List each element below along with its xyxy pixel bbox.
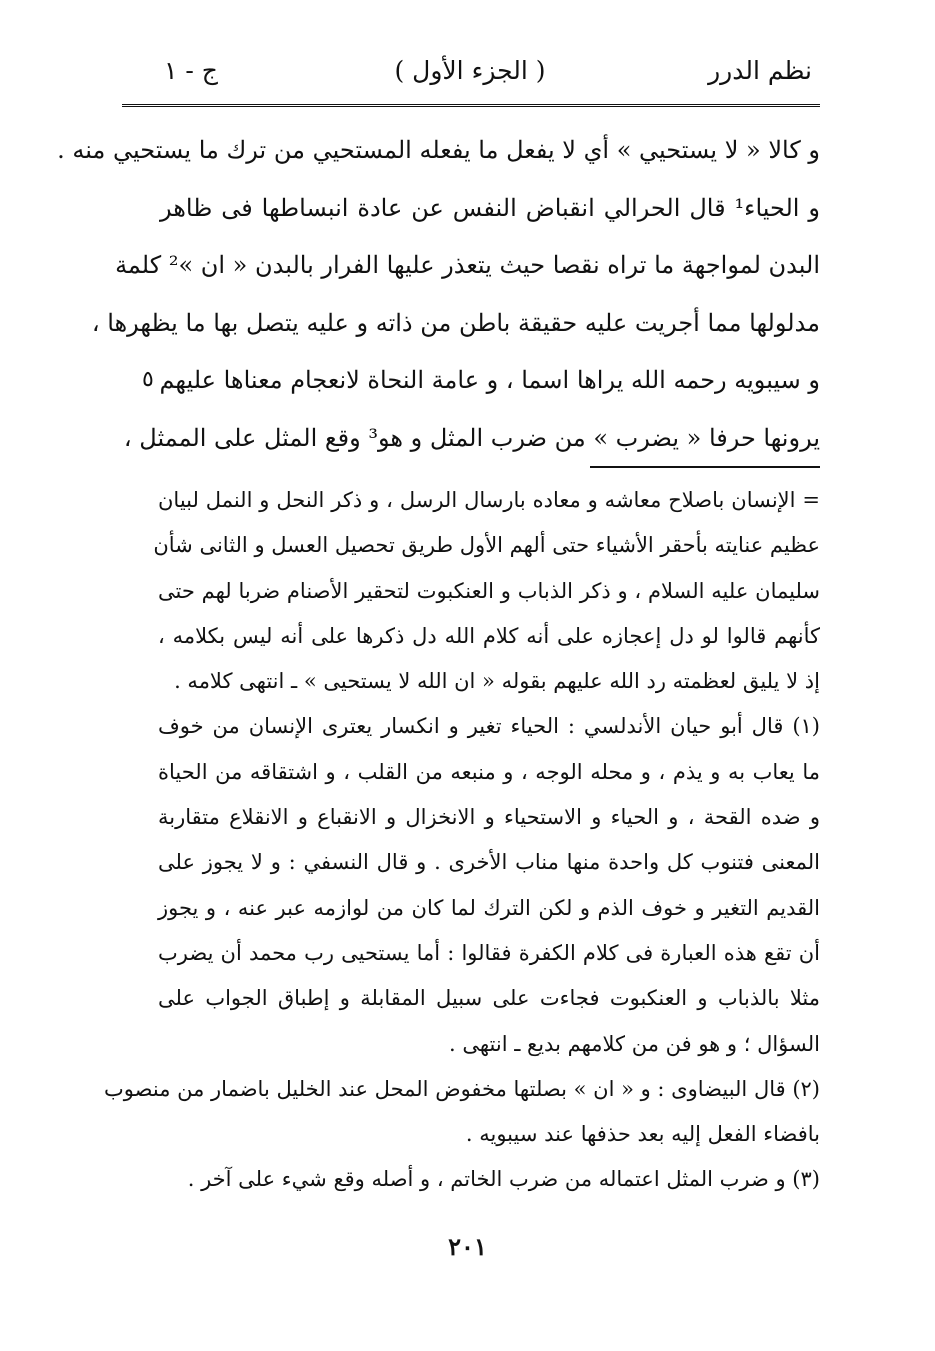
footnote-line: السؤال ؛ و هو فن من كلامهم بديع ـ انتهى . — [448, 1031, 820, 1056]
footnote-line: (٢) قال البيضاوى : و « ان » بصلتها مخفوض المحل عند الخليل باضمار من منصوب — [104, 1076, 820, 1101]
main-line: و الحياء¹ قال الحرالي انقباض النفس عن عادة انبساطها فى ظاهر — [160, 193, 821, 222]
page-number: ٢٠١ — [448, 1232, 487, 1261]
line-number-marker: ٥ — [142, 367, 154, 392]
footnote-line: ما يعاب به و يذم ، و محله الوجه ، و منبعه من القلب ، و اشتقاقه من الحياة — [158, 759, 820, 784]
footnotes — [104, 480, 820, 1205]
footnote-line: كأنهم قالوا لو دل إعجازه على أنه كلام الله دل ذكرها على أنه ليس بكلامه ، — [158, 623, 820, 648]
footnote-line: سليمان عليه السلام ، و ذكر الذباب و العنكبوت لتحقير الأصنام ضربا لهم حتى — [158, 578, 820, 603]
footnote-line: = الإنسان باصلاح معاشه و معاده بارسال الرسل ، و ذكر النحل و النمل لبيان — [158, 488, 820, 512]
footnote-line: المعنى فتنوب كل واحدة منها مناب الأخرى . و قال النسفي : و لا يجوز على — [158, 850, 820, 875]
book-title: نظم الدرر — [708, 56, 812, 85]
main-line — [142, 360, 820, 418]
main-line: يرونها حرفا « يضرب » من ضرب المثل و هو³ وقع المثل على الممثل ، — [123, 423, 820, 452]
main-line-text: و سيبويه رحمه الله يراها اسما ، و عامة النحاة لانعجام معناها عليهم — [159, 366, 820, 394]
footnote-line: (١) قال أبو حيان الأندلسي : الحياء تغير و انكسار يعترى الإنسان من خوف — [158, 714, 820, 739]
footnote-line: القديم التغير و خوف الذم و لكن الترك لما كان من لوازمه عبر عنه ، و يجوز — [158, 895, 820, 920]
main-line: البدن لمواجهة ما تراه نقصا حيث يتعذر عليها الفرار بالبدن « ان »² كلمة — [115, 251, 820, 279]
main-line: مدلولها مما أجريت عليه حقيقة باطن من ذاته و عليه يتصل بها ما يظهرها ، — [91, 308, 820, 337]
footnote-separator — [590, 466, 820, 468]
main-text — [57, 130, 821, 475]
footnote-line: إذ لا يليق لعظمته رد الله عليهم بقوله « ان الله لا يستحيى » ـ انتهى كلامه . — [174, 669, 820, 694]
volume-mark: ج - ١ — [164, 56, 218, 85]
footnote-line: مثلا بالذباب و العنكبوت فجاءت على سبيل المقابلة و إطباق الجواب على — [158, 986, 820, 1011]
footnote-line: و ضده القحة ، و الحياء و الاستحياء و الانخزال و الانقباع و الانقلاع متقاربة — [158, 805, 820, 830]
footnote-line: أن تقع هذه العبارة فى كلام الكفرة فقالوا : أما يستحيى رب محمد أن يضرب — [158, 940, 820, 965]
part-label: ( الجزء الأول ) — [394, 56, 546, 85]
footnote-line: عظيم عنايته بأحقر الأشياء حتى ألهم الأول طريق تحصيل العسل و الثانى شأن — [153, 533, 820, 558]
main-line: و كالا « لا يستحيي » أي لا يفعل ما يفعله المستحيي من ترك ما يستحيي منه . — [57, 136, 820, 164]
running-header — [128, 56, 812, 96]
header-rule — [122, 104, 820, 110]
footnote-line: بافضاء الفعل إليه بعد حذفها عند سيبويه . — [465, 1122, 820, 1147]
footnote-line: (٣) و ضرب المثل اعتماله من ضرب الخاتم ، و أصله وقع شيء على آخر . — [187, 1167, 820, 1192]
